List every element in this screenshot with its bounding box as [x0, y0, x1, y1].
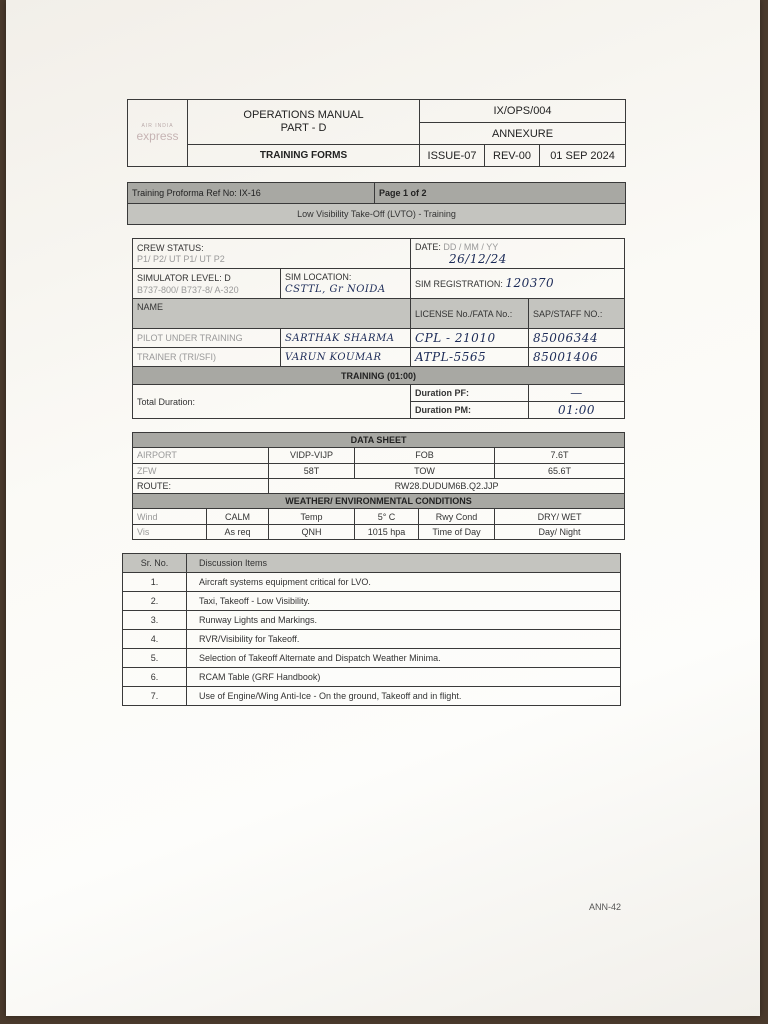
crew-status-table [132, 238, 625, 419]
simulator-level-cell: SIMULATOR LEVEL: D B737-800/ B737-8/ A-320 [133, 269, 281, 299]
paper-sheet [6, 0, 760, 1016]
discussion-item: Aircraft systems equipment critical for LVO. [187, 573, 621, 592]
route-value: RW28.DUDUM6B.Q2.JJP [269, 478, 625, 493]
serial-number: 6. [123, 668, 187, 687]
temp-value: 5° C [355, 509, 419, 524]
pilot-staff-handwritten: 85006344 [529, 329, 625, 348]
runway-condition-label: Rwy Cond [419, 509, 495, 524]
route-label: ROUTE: [133, 478, 269, 493]
page-code: ANN-42 [589, 902, 622, 912]
duration-pm-label: Duration PM: [411, 402, 529, 419]
doc-code: IX/OPS/004 [420, 100, 626, 123]
name-header: NAME [133, 299, 411, 329]
weather-conditions-title: WEATHER/ ENVIRONMENTAL CONDITIONS [133, 494, 625, 509]
trainer-label: TRAINER (TRI/SFI) [133, 348, 281, 367]
runway-condition-value: DRY/ WET [495, 509, 625, 524]
table-row [123, 592, 621, 611]
discussion-item: RVR/Visibility for Takeoff. [187, 630, 621, 649]
discussion-item: Runway Lights and Markings. [187, 611, 621, 630]
serial-number: 5. [123, 649, 187, 668]
fob-label: FOB [355, 448, 495, 463]
license-header: LICENSE No./FATA No.: [411, 299, 529, 329]
sim-registration-cell: SIM REGISTRATION: 120370 [411, 269, 625, 299]
duration-pf-label: Duration PF: [411, 385, 529, 402]
table-row [123, 630, 621, 649]
form-title: Low Visibility Take-Off (LVTO) - Training [128, 204, 626, 225]
time-of-day-value: Day/ Night [495, 524, 625, 539]
issue-date: 01 SEP 2024 [540, 145, 626, 167]
discussion-item: RCAM Table (GRF Handbook) [187, 668, 621, 687]
discussion-items-table [122, 553, 621, 706]
zfw-label: ZFW [133, 463, 269, 478]
tow-value: 65.6T [495, 463, 625, 478]
time-of-day-label: Time of Day [419, 524, 495, 539]
duration-pm-value: 01:00 [529, 402, 625, 419]
table-row [123, 668, 621, 687]
discussion-items-header: Discussion Items [187, 554, 621, 573]
qnh-label: QNH [269, 524, 355, 539]
annexure-label: ANNEXURE [420, 123, 626, 145]
tow-label: TOW [355, 463, 495, 478]
date-cell: DATE: DD / MM / YY 26/12/24 [411, 239, 625, 269]
crew-status-options: P1/ P2/ UT P1/ UT P2 [137, 253, 225, 264]
serial-number: 7. [123, 687, 187, 706]
trainer-license-handwritten: ATPL-5565 [411, 348, 529, 367]
airline-logo: AIR INDIA express [128, 100, 188, 167]
serial-number: 2. [123, 592, 187, 611]
airport-value: VIDP-VIJP [269, 448, 355, 463]
airport-label: AIRPORT [133, 448, 269, 463]
total-duration-label: Total Duration: [133, 385, 411, 419]
table-row [123, 573, 621, 592]
data-sheet-title: DATA SHEET [133, 433, 625, 448]
serial-number-header: Sr. No. [123, 554, 187, 573]
data-sheet-table [132, 432, 625, 540]
date-handwritten: 26/12/24 [449, 252, 507, 266]
zfw-value: 58T [269, 463, 355, 478]
revision-number: REV-00 [485, 145, 540, 167]
issue-number: ISSUE-07 [420, 145, 485, 167]
table-row [123, 649, 621, 668]
serial-number: 1. [123, 573, 187, 592]
page-indicator: Page 1 of 2 [375, 183, 626, 204]
discussion-item: Selection of Takeoff Alternate and Dispatch Weather Minima. [187, 649, 621, 668]
training-duration-header: TRAINING (01:00) [133, 367, 625, 385]
wind-value: CALM [207, 509, 269, 524]
trainer-name-handwritten: VARUN KOUMAR [281, 348, 411, 367]
staff-number-header: SAP/STAFF NO.: [529, 299, 625, 329]
trainer-staff-handwritten: 85001406 [529, 348, 625, 367]
table-row [123, 687, 621, 706]
table-row [123, 611, 621, 630]
manual-header [127, 99, 626, 167]
qnh-value: 1015 hpa [355, 524, 419, 539]
visibility-label: Vis [133, 524, 207, 539]
visibility-value: As req [207, 524, 269, 539]
pilot-license-handwritten: CPL - 21010 [411, 329, 529, 348]
manual-title: OPERATIONS MANUAL PART - D [188, 100, 420, 145]
sim-location-handwritten: CSTTL, Gr NOIDA [285, 284, 386, 295]
serial-number: 3. [123, 611, 187, 630]
proforma-ref: Training Proforma Ref No: IX-16 [128, 183, 375, 204]
sim-registration-handwritten: 120370 [505, 276, 555, 290]
fob-value: 7.6T [495, 448, 625, 463]
pilot-name-handwritten: SARTHAK SHARMA [281, 329, 411, 348]
temp-label: Temp [269, 509, 355, 524]
crew-status-cell: CREW STATUS: P1/ P2/ UT P1/ UT P2 [133, 239, 411, 269]
discussion-item: Taxi, Takeoff - Low Visibility. [187, 592, 621, 611]
proforma-bar [127, 182, 626, 225]
sim-location-cell: SIM LOCATION: CSTTL, Gr NOIDA [281, 269, 411, 299]
serial-number: 4. [123, 630, 187, 649]
wind-label: Wind [133, 509, 207, 524]
duration-pf-value: — [529, 385, 625, 402]
discussion-item: Use of Engine/Wing Anti-Ice - On the ground, Takeoff and in flight. [187, 687, 621, 706]
training-forms-label: TRAINING FORMS [188, 145, 420, 167]
simulator-types: B737-800/ B737-8/ A-320 [137, 284, 239, 295]
pilot-under-training-label: PILOT UNDER TRAINING [133, 329, 281, 348]
